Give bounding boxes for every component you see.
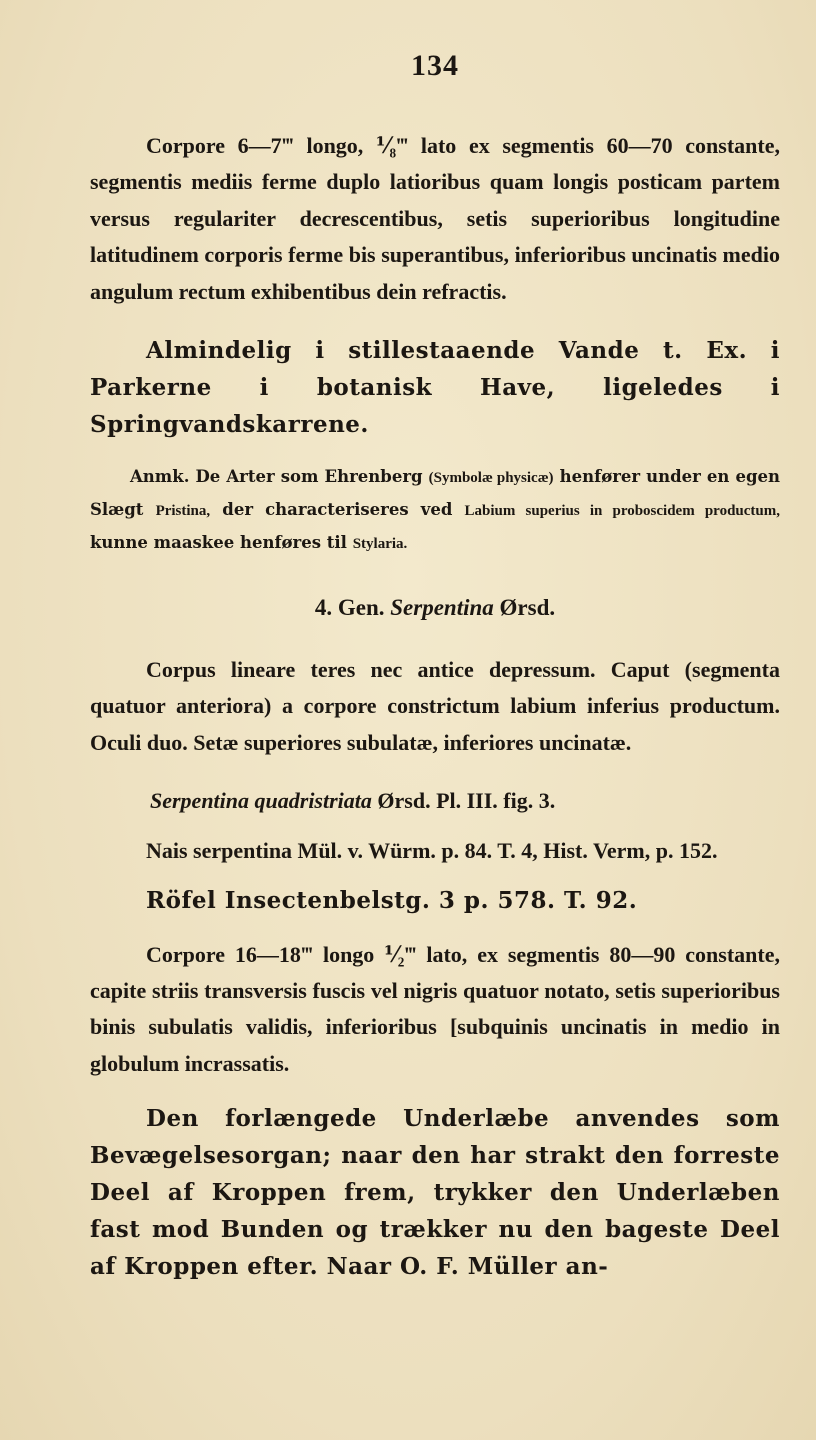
- synonym-muller: Nais serpentina Mül. v. Würm. p. 84. T. 4, Hist. Verm, p. 152.: [146, 838, 718, 864]
- note-latin-h: Stylaria.: [352, 536, 408, 553]
- page-number: 134: [411, 49, 459, 82]
- danish-habitat-text: Almindelig i stillestaaende Vande t. Ex. i Parkerne i botanisk Have, ligeledes i Springvandskarrene.: [90, 337, 780, 439]
- page: [90, 44, 780, 1285]
- note-text-c: henfører under en egen Slægt: [90, 467, 780, 520]
- note-text-e: der characteriseres ved: [210, 500, 465, 520]
- annotation-note: [90, 461, 780, 560]
- note-latin-f: Labium superius in proboscidem productum,: [464, 503, 780, 520]
- species-name: Serpentina quadristriata: [150, 788, 372, 814]
- note-latin-b: (Symbolæ physicæ): [428, 470, 554, 487]
- note-text-a: Anmk. De Arter som Ehrenberg: [130, 467, 429, 487]
- genus-author: Ørsd.: [493, 595, 556, 621]
- species-description: Corpore 16—18‴ longo ⅟₂‴ lato, ex segmentis 80—90 constante, capite striis transversis fuscis vel nigris quatuor notato, setis superioribus binis subulatis validis, inferioribus [subquinis uncinatis in medio in globulum incrassatis.: [90, 941, 780, 1076]
- note-text-g: kunne maaskee henføres til: [90, 533, 353, 553]
- species-reference: Ørsd. Pl. III. fig. 3.: [371, 788, 556, 814]
- genus-description: Corpus lineare teres nec antice depressum. Caput (segmenta quatuor anteriora) a corpore constrictum labium inferius productum. Oculi duo. Setæ superiores subulatæ, inferiores uncinatæ.: [90, 657, 780, 755]
- synonym-rosel: Röfel Insectenbelstg. 3 p. 578. T. 92.: [146, 886, 638, 914]
- species-heading: [90, 781, 780, 821]
- note-latin-d: Pristina,: [155, 503, 211, 520]
- genus-heading: [90, 588, 780, 628]
- species-description-continued: Corpore 6—7‴ longo, ⅟₈‴ lato ex segmentis 60—70 constante, segmentis mediis ferme duplo latioribus quam longis posticam partem versus regulariter decrescentibus, setis superioribus longitudine latitudinem corporis ferme bis superantibus, inferioribus uncinatis medio angulum rectum exhibentibus dein refractis.: [90, 133, 780, 304]
- genus-name: Serpentina: [390, 595, 494, 621]
- danish-paragraph: Den forlængede Underlæbe anvendes som Bevægelsesorgan; naar den har strakt den forreste Deel af Kroppen frem, trykker den Underlæben fast mod Bunden og trækker nu den bageste Deel af Kroppen efter. Naar O. F. Müller an-: [90, 1105, 780, 1281]
- genus-number: 4. Gen.: [314, 595, 391, 621]
